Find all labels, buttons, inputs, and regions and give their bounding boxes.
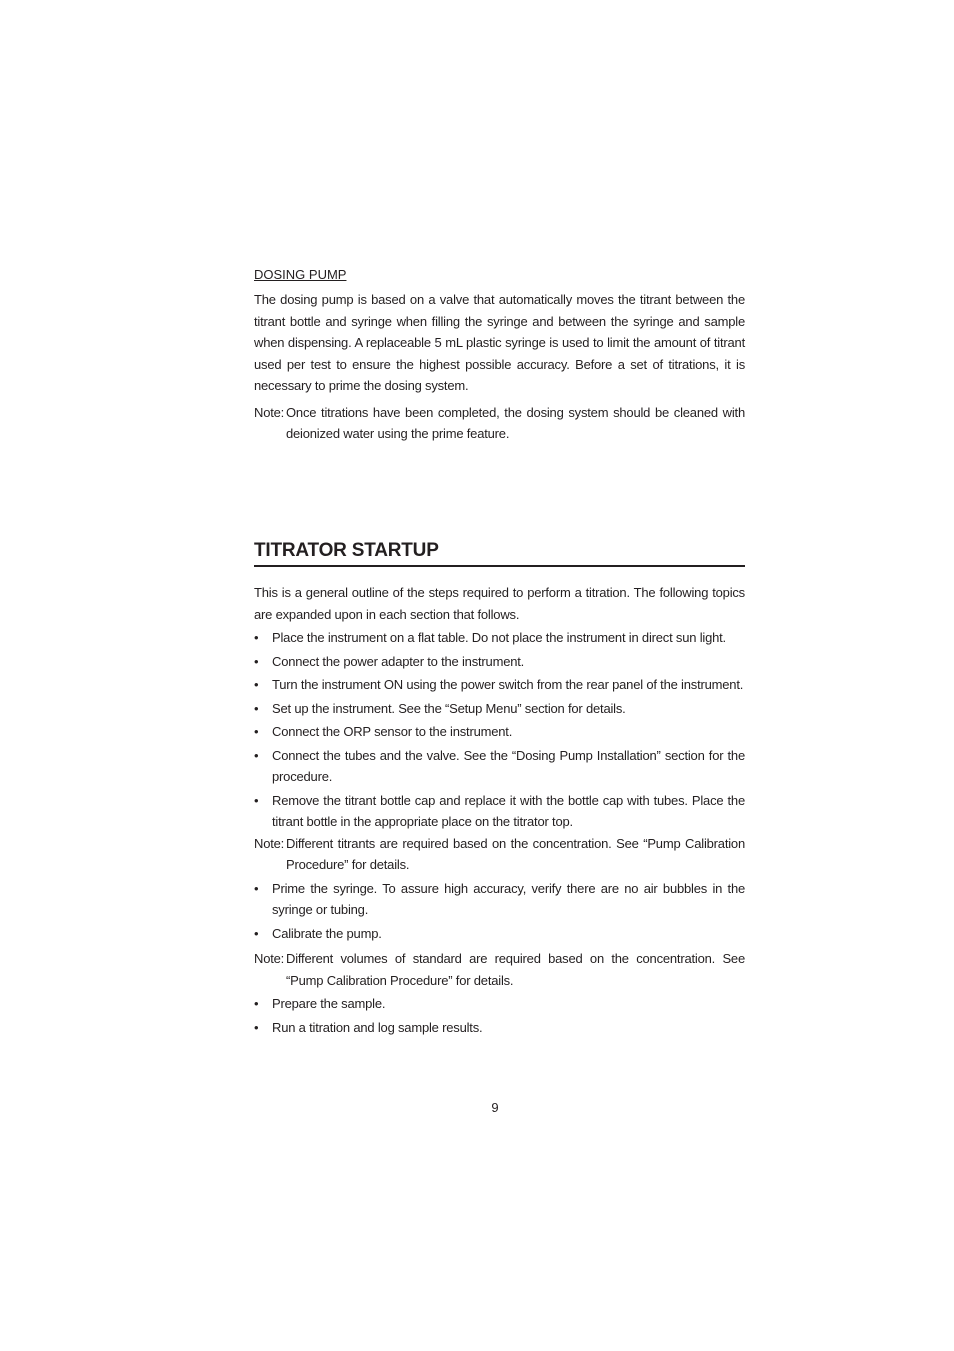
dosing-pump-paragraph: The dosing pump is based on a valve that automatically moves the titrant between the titrant bottle and syringe when filling the syringe and between the syringe and sample when dispensing. A replaceable 5 mL plastic syringe is used to limit the amount of titrant used per test to ensure the highest possible accuracy. Before a set of titrations, it is necessary to prime the dosing system. [254, 292, 745, 393]
startup-note-2 [254, 948, 745, 991]
bullet-text: Connect the tubes and the valve. See the “Dosing Pump Installation” section for the procedure. [272, 747, 745, 784]
bullet-item [254, 993, 745, 1015]
bullet-text: Prepare the sample. [272, 996, 386, 1011]
note-label: Note: [254, 835, 285, 851]
note-text: Once titrations have been completed, the dosing system should be cleaned with deionized water using the prime feature. [286, 404, 745, 441]
dosing-pump-section [254, 289, 745, 445]
note-label: Note: [254, 404, 285, 420]
bullet-text: Prime the syringe. To assure high accuracy, verify there are no air bubbles in the syringe or tubing. [272, 880, 745, 917]
bullet-text: Remove the titrant bottle cap and replace it with the bottle cap with tubes. Place the titrant bottle in the appropriate place on the titrator top. [272, 792, 745, 829]
bullet-item [254, 698, 745, 720]
bullet-symbol: • [254, 630, 259, 645]
bullet-list-b [254, 878, 745, 945]
bullet-list-c [254, 993, 745, 1038]
bullet-item [254, 674, 745, 696]
bullet-item [254, 1017, 745, 1039]
bullet-symbol: • [254, 996, 259, 1011]
bullet-list-a [254, 627, 745, 833]
bullet-item [254, 878, 745, 921]
bullet-symbol: • [254, 724, 259, 739]
note-label: Note: [254, 951, 285, 966]
titrator-startup-section [254, 582, 745, 1038]
dosing-note [254, 402, 745, 445]
bullet-symbol: • [254, 700, 259, 716]
titrator-startup-heading: TITRATOR STARTUP [254, 538, 745, 567]
dosing-pump-heading: DOSING PUMP [254, 267, 347, 282]
bullet-text: Turn the instrument ON using the power switch from the rear panel of the instrument. [272, 677, 744, 692]
startup-note-1 [254, 833, 745, 876]
bullet-item [254, 651, 745, 673]
bullet-text: Connect the power adapter to the instrument. [272, 653, 525, 669]
bullet-symbol: • [254, 792, 259, 808]
bullet-text: Place the instrument on a flat table. Do not place the instrument in direct sun light. [272, 630, 726, 645]
startup-intro: This is a general outline of the steps required to perform a titration. The following topics are expanded upon in each section that follows. [254, 585, 745, 622]
bullet-item [254, 745, 745, 788]
bullet-item [254, 790, 745, 833]
bullet-symbol: • [254, 653, 259, 669]
bullet-text: Calibrate the pump. [272, 925, 382, 941]
note-text: Different titrants are required based on the concentration. See “Pump Calibration Procedure” for details. [286, 835, 745, 872]
bullet-symbol: • [254, 677, 259, 692]
bullet-symbol: • [254, 747, 259, 763]
bullet-item [254, 627, 745, 649]
note-text: Different volumes of standard are required based on the concentration. See “Pump Calibration Procedure” for details. [286, 951, 745, 988]
bullet-symbol: • [254, 880, 259, 896]
bullet-text: Run a titration and log sample results. [272, 1019, 483, 1035]
bullet-symbol: • [254, 1019, 259, 1035]
bullet-item [254, 923, 745, 945]
page-number: 9 [491, 1100, 499, 1115]
bullet-text: Set up the instrument. See the “Setup Menu” section for details. [272, 700, 626, 716]
bullet-item [254, 721, 745, 743]
bullet-text: Connect the ORP sensor to the instrument. [272, 724, 513, 739]
bullet-symbol: • [254, 925, 259, 941]
